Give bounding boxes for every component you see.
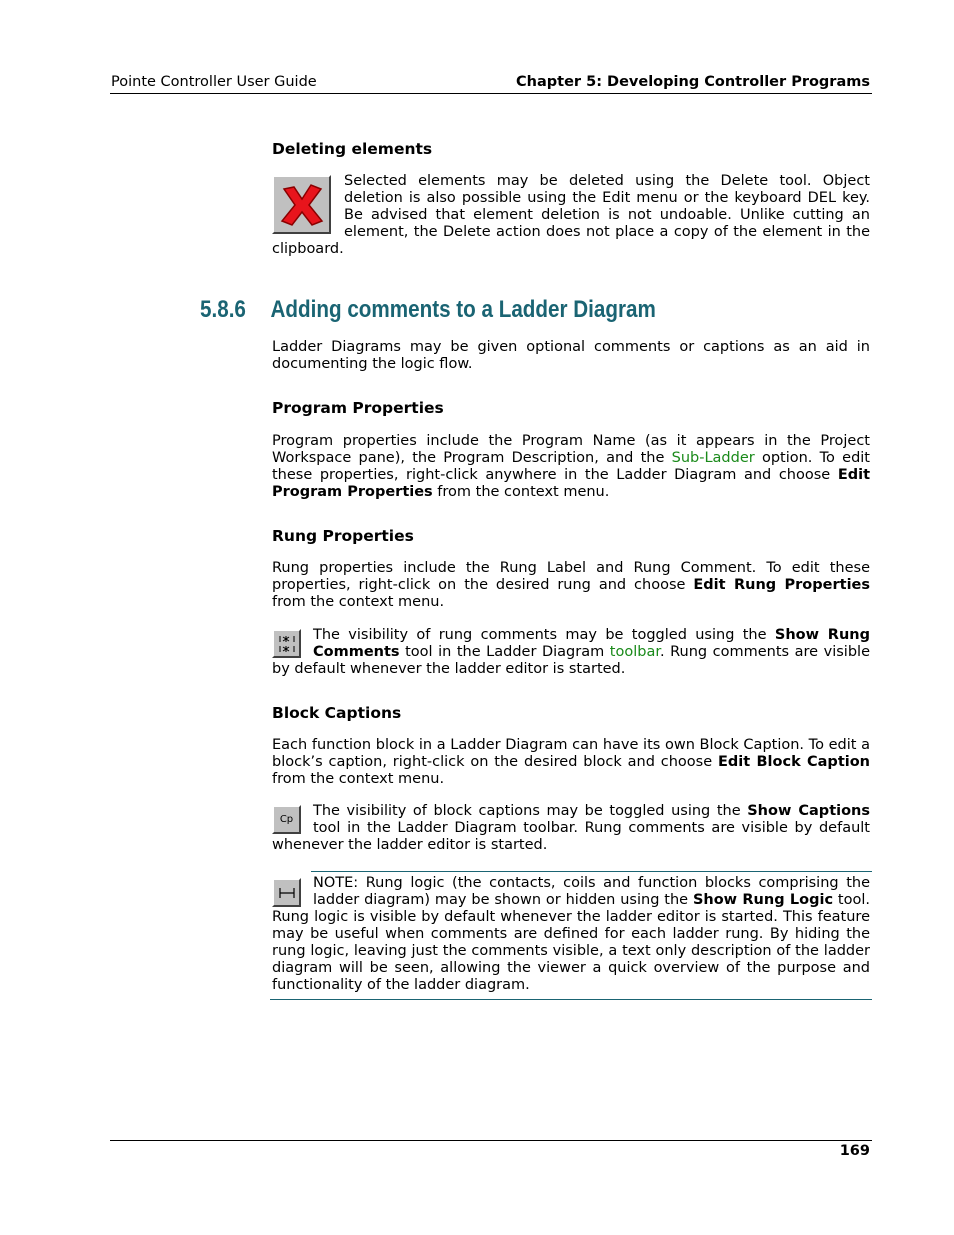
rung-logic-glyph-icon <box>278 886 296 900</box>
deleting-block <box>272 173 870 258</box>
show-rung-logic-icon <box>272 878 301 907</box>
deleting-paragraph: Selected elements may be deleted using the Delete tool. Object deletion is also possible using the Edit menu or the keyboard DEL key. Be advised that element deletion is not undoable. Unlike cutting an element, the Delete action does not place a copy of the element in the clipboard. <box>272 173 870 257</box>
rung-comments-tip <box>272 627 870 678</box>
running-header-title: Pointe Controller User Guide <box>111 74 317 90</box>
deleting-heading: Deleting elements <box>272 140 433 158</box>
rung-properties-block <box>272 560 870 611</box>
text-run: NOTE: Rung logic (the contacts, coils and function blocks comprising the ladder diagram) may be shown or hidden using the <box>313 875 870 908</box>
note-top-rule <box>311 871 872 872</box>
captions-tip <box>272 803 870 854</box>
note-paragraph <box>272 875 870 994</box>
section-title <box>200 296 656 324</box>
rung-properties-paragraph <box>272 560 870 611</box>
running-header-chapter: Chapter 5: Developing Controller Programs <box>516 74 870 90</box>
text-run: Program properties include the Program Name (as it appears in the Project Workspace pane), the Program Description, and the <box>272 433 870 466</box>
section-intro <box>272 339 870 373</box>
rung-comments-tip-paragraph <box>272 627 870 678</box>
block-captions-paragraph <box>272 737 870 788</box>
text-run: tool. Rung logic is visible by default whenever the ladder editor is started. This feature may be useful when comments are defined for each ladder rung. By hiding the rung logic, leaving just the comments visible, a text only description of the ladder diagram will be seen, allowing the viewer a quick overview of the purpose and functionality of the ladder diagram. <box>272 892 870 993</box>
rung-properties-heading: Rung Properties <box>272 527 414 545</box>
footer-rule <box>110 1140 872 1141</box>
text-run: tool in the Ladder Diagram <box>399 644 610 660</box>
text-run: option. To edit these properties, right-click anywhere in the Ladder Diagram and choose <box>272 450 870 483</box>
rung-comments-glyph-icon <box>278 634 296 654</box>
text-run: Rung properties include the Rung Label and Rung Comment. To edit these properties, right-click on the desired rung and choose <box>272 560 870 593</box>
sub-ladder-link[interactable]: Sub-Ladder <box>671 450 755 466</box>
text-run: from the context menu. <box>272 594 445 610</box>
program-properties-heading: Program Properties <box>272 399 444 417</box>
program-properties-paragraph <box>272 433 870 501</box>
show-rung-comments-icon <box>272 629 301 658</box>
delete-tool-icon <box>272 175 331 234</box>
text-run: from the context menu. <box>432 484 610 500</box>
bold-run: Edit Block Caption <box>718 754 870 770</box>
captions-icon-label: Cp <box>279 813 294 825</box>
text-run: . Rung comments are visible by default whenever the ladder editor is started. <box>272 644 870 677</box>
note-bottom-rule <box>270 999 872 1000</box>
header-rule <box>110 93 872 94</box>
page-number: 169 <box>839 1143 870 1159</box>
bold-run: Show Rung Comments <box>313 627 870 660</box>
captions-tip-paragraph <box>272 803 870 854</box>
section-title-text: Adding comments to a Ladder Diagram <box>270 296 656 323</box>
program-properties-block <box>272 433 870 501</box>
show-captions-icon <box>272 805 301 834</box>
block-captions-block <box>272 737 870 788</box>
section-number: 5.8.6 <box>200 296 246 323</box>
bold-run: Show Rung Logic <box>692 892 834 908</box>
toolbar-link[interactable]: toolbar <box>609 644 660 660</box>
text-run: from the context menu. <box>272 771 445 787</box>
block-captions-heading: Block Captions <box>272 704 402 722</box>
bold-run: Edit Program Properties <box>272 467 870 500</box>
section-intro-paragraph: Ladder Diagrams may be given optional comments or captions as an aid in documenting the logic flow. <box>272 339 870 372</box>
text-run: Each function block in a Ladder Diagram can have its own Block Caption. To edit a block’s caption, right-click on the desired block and choose <box>272 737 870 770</box>
text-run: The visibility of block captions may be toggled using the <box>313 803 748 819</box>
red-x-icon <box>278 181 326 229</box>
text-run: tool in the Ladder Diagram toolbar. Rung comments are visible by default whenever the ladder editor is started. <box>272 820 870 853</box>
note-block <box>272 875 870 994</box>
bold-run: Edit Rung Properties <box>693 577 870 593</box>
bold-run: Show Captions <box>747 803 871 819</box>
text-run: The visibility of rung comments may be toggled using the <box>313 627 775 643</box>
